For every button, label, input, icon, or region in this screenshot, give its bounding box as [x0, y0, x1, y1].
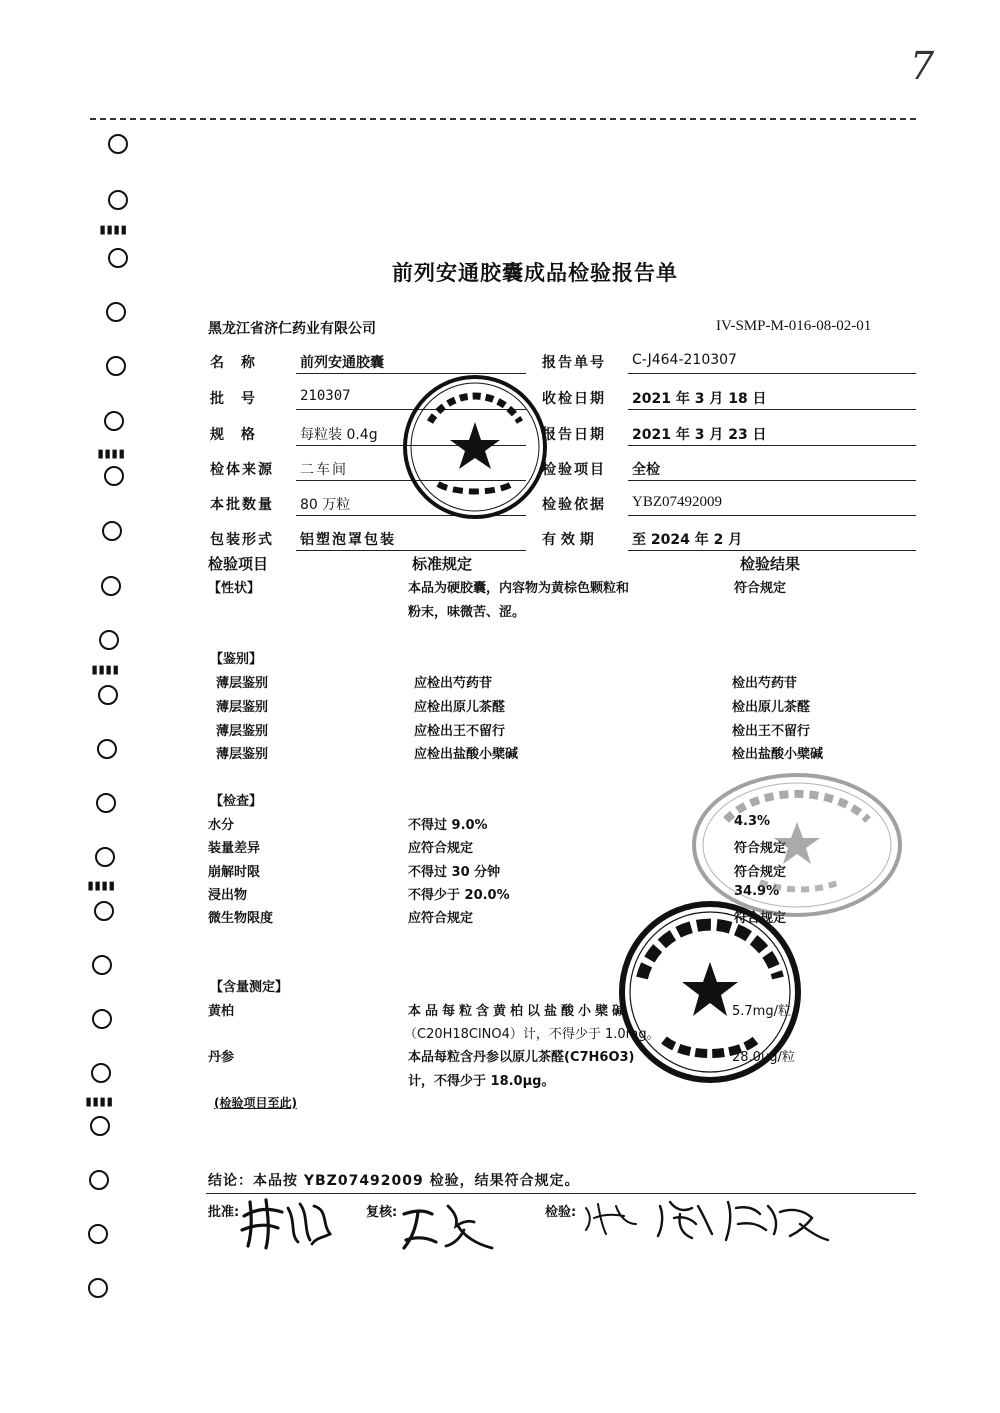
receive-date-label: 收检日期 [542, 391, 606, 407]
table-row-item: 崩解时限 [208, 865, 261, 880]
table-row-result: 检出原儿茶醛 [732, 700, 811, 715]
assay-huangbai-standard-line2: （C20H18ClNO4）计，不得少于 1.0mg。 [404, 1027, 660, 1042]
section-identification: 【鉴别】 [210, 652, 263, 667]
appearance-standard-line1: 本品为硬胶囊，内容物为黄棕色颗粒和 [408, 581, 630, 596]
top-perforation-line [90, 118, 916, 120]
table-row-standard: 应符合规定 [408, 841, 474, 856]
binding-hole [90, 1116, 110, 1136]
binding-hole [89, 1170, 109, 1190]
name-label: 名 称 [210, 355, 261, 371]
binding-hole [104, 411, 124, 431]
binding-perforation: ▮▮▮▮ [90, 660, 119, 678]
assay-huangbai-item: 黄柏 [208, 1004, 235, 1019]
column-header-standard: 标准规定 [412, 555, 473, 573]
test-item-label: 检验项目 [542, 462, 606, 478]
report-number-underline [628, 373, 916, 374]
source-value: 二车间 [300, 462, 348, 478]
binding-hole [94, 901, 114, 921]
assay-danshen-standard-line1: 本品每粒含丹参以原儿茶醛(C7H6O3) [408, 1050, 635, 1065]
batch-value: 210307 [300, 388, 351, 404]
packaging-value: 铝塑泡罩包装 [300, 532, 396, 548]
spec-value: 每粒装 0.4g [300, 427, 378, 443]
table-row-item: 微生物限度 [208, 911, 274, 926]
expiry-underline [628, 550, 916, 551]
section-assay: 【含量测定】 [210, 980, 289, 995]
binding-hole [97, 739, 117, 759]
binding-hole [88, 1224, 108, 1244]
table-row-standard: 应检出王不留行 [414, 724, 506, 739]
name-value: 前列安通胶囊 [300, 355, 384, 371]
table-row-standard: 应符合规定 [408, 911, 474, 926]
table-row-result: 检出盐酸小檗碱 [732, 747, 824, 762]
test-item-value: 全检 [632, 462, 660, 478]
company-name: 黑龙江省济仁药业有限公司 [208, 321, 376, 337]
table-row-item: 水分 [208, 818, 235, 833]
expiry-value: 至 2024 年 2 月 [632, 532, 743, 548]
assay-danshen-standard-line2: 计，不得少于 18.0μg。 [408, 1074, 555, 1089]
table-row-result: 检出芍药苷 [732, 676, 798, 691]
table-row-item: 浸出物 [208, 888, 248, 903]
table-row-standard: 应检出原儿茶醛 [414, 700, 506, 715]
page-number-mark: 7 [910, 44, 935, 88]
spec-label: 规 格 [210, 427, 261, 443]
quality-management-seal-stamp [616, 900, 804, 1084]
receive-date-value: 2021 年 3 月 18 日 [632, 391, 767, 407]
table-row-result: 4.3% [734, 814, 771, 829]
assay-danshen-item: 丹参 [208, 1050, 235, 1065]
table-row-item: 薄层鉴别 [216, 724, 269, 739]
binding-hole [91, 1063, 111, 1083]
binding-hole [95, 847, 115, 867]
reviewer-signature [398, 1196, 498, 1254]
report-date-underline [628, 445, 916, 446]
test-item-underline [628, 480, 916, 481]
table-row-standard: 应检出盐酸小檗碱 [414, 747, 519, 762]
report-title: 前列安通胶囊成品检验报告单 [392, 261, 678, 285]
inspection-seal-stamp [400, 372, 550, 522]
end-of-items-note: (检验项目至此) [214, 1096, 297, 1110]
inspector-label: 检验: [545, 1205, 577, 1220]
source-label: 检体来源 [210, 462, 274, 478]
binding-hole [99, 630, 119, 650]
conclusion-text: 结论：本品按 YBZ07492009 检验，结果符合规定。 [208, 1173, 580, 1189]
table-row-item: 薄层鉴别 [216, 700, 269, 715]
appearance-standard-line2: 粉末，味微苦、涩。 [408, 605, 526, 620]
binding-hole [96, 793, 116, 813]
packaging-underline [296, 550, 526, 551]
inspector-signatures [580, 1194, 832, 1252]
assay-huangbai-standard-line1: 本品每粒含黄柏以盐酸小檗碱 [408, 1004, 630, 1019]
table-row-standard: 不得过 9.0% [408, 818, 488, 833]
binding-hole [92, 1009, 112, 1029]
report-date-value: 2021 年 3 月 23 日 [632, 427, 767, 443]
approver-signature [238, 1194, 338, 1252]
table-row-standard: 应检出芍药苷 [414, 676, 493, 691]
table-row-result: 符合规定 [734, 865, 787, 880]
table-row-standard: 不得少于 20.0% [408, 888, 510, 903]
column-header-item: 检验项目 [208, 555, 269, 573]
binding-hole [108, 190, 128, 210]
section-appearance: 【性状】 [208, 581, 261, 596]
report-number-label: 报告单号 [542, 355, 606, 371]
report-date-label: 报告日期 [542, 427, 606, 443]
table-row-item: 薄层鉴别 [216, 676, 269, 691]
table-row-result: 检出王不留行 [732, 724, 811, 739]
appearance-result: 符合规定 [734, 581, 787, 596]
table-row-item: 薄层鉴别 [216, 747, 269, 762]
binding-hole [98, 685, 118, 705]
table-row-result: 符合规定 [734, 911, 787, 926]
binding-hole [106, 356, 126, 376]
test-basis-label: 检验依据 [542, 497, 606, 513]
packaging-label: 包装形式 [210, 532, 274, 548]
binding-hole [102, 521, 122, 541]
table-row-standard: 不得过 30 分钟 [408, 865, 501, 880]
binding-perforation: ▮▮▮▮ [96, 444, 125, 462]
binding-hole [88, 1278, 108, 1298]
binding-hole [108, 134, 128, 154]
batch-label: 批 号 [210, 391, 261, 407]
reviewer-label: 复核: [366, 1205, 398, 1220]
binding-hole [106, 302, 126, 322]
column-header-result: 检验结果 [740, 555, 801, 573]
binding-hole [92, 955, 112, 975]
table-row-result: 符合规定 [734, 841, 787, 856]
assay-huangbai-result: 5.7mg/粒 [732, 1004, 791, 1019]
expiry-label: 有 效 期 [542, 532, 594, 548]
receive-date-underline [628, 409, 916, 410]
quantity-value: 80 万粒 [300, 497, 351, 513]
binding-hole [101, 576, 121, 596]
test-basis-value: YBZ07492009 [632, 494, 722, 510]
report-number-value: C-J464-210307 [632, 352, 737, 368]
quantity-label: 本批数量 [210, 497, 274, 513]
binding-perforation: ▮▮▮▮ [98, 220, 127, 238]
table-row-result: 34.9% [734, 884, 780, 899]
test-basis-underline [628, 515, 916, 516]
section-inspection: 【检查】 [210, 794, 263, 809]
assay-danshen-result: 28.0μg/粒 [732, 1050, 795, 1065]
approver-label: 批准: [208, 1205, 240, 1220]
table-row-item: 装量差异 [208, 841, 261, 856]
binding-hole [104, 466, 124, 486]
document-code: IV-SMP-M-016-08-02-01 [716, 318, 872, 334]
binding-perforation: ▮▮▮▮ [86, 876, 115, 894]
faded-qc-seal-stamp [690, 770, 904, 920]
binding-perforation: ▮▮▮▮ [84, 1092, 113, 1110]
binding-hole [108, 248, 128, 268]
